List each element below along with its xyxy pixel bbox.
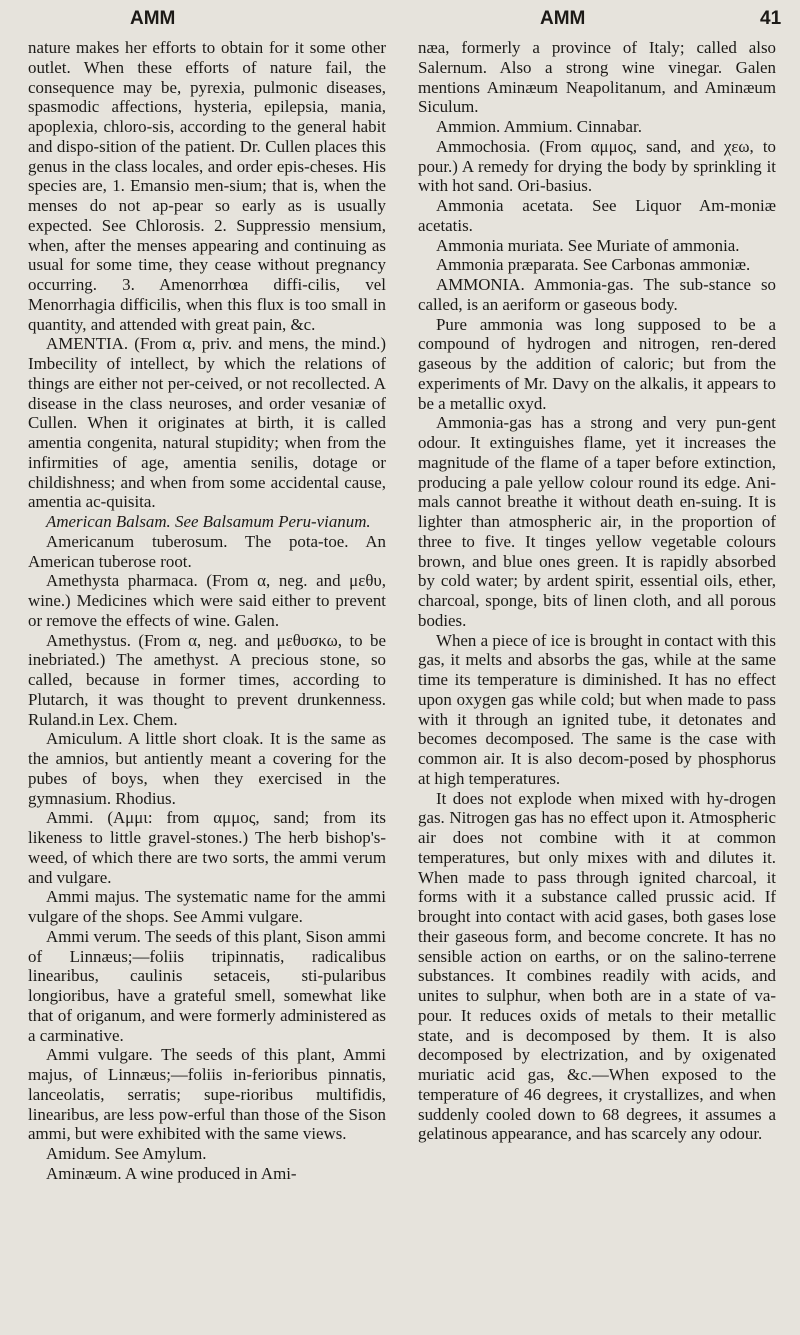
entry-paragraph: Pure ammonia was long supposed to be a compound of hydrogen and nitrogen, ren-dered gaseous by the addition of caloric; but from the experiments of Mr. Davy on the alkalis, it appears to be a metallic oxyd. xyxy=(418,314,776,413)
header-left-term: AMM xyxy=(130,8,176,29)
entry-ammi-verum: Ammi verum. The seeds of this plant, Sison ammi of Linnæus;—foliis tripinnatis, radicalibus linearibus, caulinis setaceis, sti-pularibus longioribus, have a grateful smell, somewhat like that of origanum, and were formerly administered as a carminative. xyxy=(28,926,386,1045)
entry-american-balsam: American Balsam. See Balsamum Peru-vianum. xyxy=(46,512,371,531)
page-number: 41 xyxy=(760,8,782,29)
header-center-term: AMM xyxy=(540,8,586,29)
entry-ammochosia: Ammochosia. (From αμμος, sand, and χεω, to pour.) A remedy for drying the body by sprinkling it with hot sand. Ori-basius. xyxy=(418,136,776,196)
entry-amethysta-pharmaca: Amethysta pharmaca. (From α, neg. and μεθυ, wine.) Medicines which were said either to prevent or remove the effects of wine. Galen. xyxy=(28,571,386,630)
entry-ammi-vulgare: Ammi vulgare. The seeds of this plant, Ammi majus, of Linnæus;—foliis in-ferioribus pinnatis, lanceolatis, serratis; supe-rioribus multifidis, linearibus, are less pow-erful than those of the Sison ammi, but were exhibited with the same views. xyxy=(28,1045,386,1144)
entry-ammonia: AMMONIA. Ammonia-gas. The sub-stance so called, is an aeriform or gaseous body. xyxy=(418,275,776,314)
entry-ammi: Ammi. (Αμμι: from αμμος, sand; from its likeness to little gravel-stones.) The herb bishop's-weed, of which there are two sorts, the ammi verum and vulgare. xyxy=(28,808,386,887)
entry-amethystus: Amethystus. (From α, neg. and μεθυσκω, to be inebriated.) The amethyst. A precious stone, so called, because in former times, according to Plutarch, it was thought to prevent drunkenness. Ruland.in Lex. Chem. xyxy=(28,630,386,729)
entry-ammion: Ammion. Ammium. Cinnabar. xyxy=(436,117,642,136)
entry-amidum: Amidum. See Amylum. xyxy=(46,1144,207,1163)
entry-paragraph: nature makes her efforts to obtain for it some other outlet. When these efforts of nature fail, the consequence may be, pyrexia, pulmonic diseases, spasmodic affections, hysteria, epilepsia, mania, apoplexia, chloro-sis, according to the general habit and dispo-sition of the patient. Dr. Cullen places this genus in the class locales, and order epis-cheses. His species are, 1. Emansio men-sium; that is, when the menses do not ap-pear so early as is usually expected. See Chlorosis. 2. Suppressio mensium, when, after the menses appearing and continuing as usual for some time, they cease without pregnancy occurring. 3. Amenorrhœa diffi-cilis, vel Menorrhagia difficilis, when this flux is too small in quantity, and attended with great pain, &c. xyxy=(28,38,386,334)
entry-ammonia-praeparata: Ammonia præparata. See Carbonas ammoniæ. xyxy=(436,255,751,275)
entry-paragraph: It does not explode when mixed with hy-drogen gas. Nitrogen gas has no effect upon it. Atmospheric air does not combine with it at common temperatures, but only mixes with and dilutes it. When made to pass through ignited charcoal, it forms with it a substance called prussic acid. If brought into contact with acid gases, both gases lose their gaseous form, and become concrete. It has no sensible action on earths, or on the salino-terrene substances. It combines readily with acids, and unites to sulphur, when both are in a state of va-pour. It reduces oxids of metals to their metallic state, and is decomposed by them. It is also decomposed by electrization, and by oxigenated muriatic acid gas, &c.—When exposed to the temperature of 46 degrees, it crystallizes, and when suddenly cooled down to 68 degrees, it assumes a gelatinous appearance, and has scarcely any odour. xyxy=(418,788,776,1144)
entry-ammi-majus: Ammi majus. The systematic name for the ammi vulgare of the shops. See Ammi vulgare. xyxy=(28,887,386,926)
entry-paragraph: When a piece of ice is brought in contact with this gas, it melts and absorbs the gas, while at the same time its temperature is diminished. It has no effect upon oxygen gas while cold; but when made to pass with it through an ignited tube, it detonates and becomes decomposed. The same is the case with common air. It is also decom-posed by phosphorus at high temperatures. xyxy=(418,630,776,788)
left-column xyxy=(28,38,386,1184)
entry-paragraph: næa, formerly a province of Italy; called also Salernum. Also a strong wine vinegar. Galen mentions Aminæum Neapolitanum, and Aminæum Siculum. xyxy=(418,38,776,117)
page-header xyxy=(0,8,800,40)
entry-americanum-tuberosum: Americanum tuberosum. The pota-toe. An American tuberose root. xyxy=(28,531,386,571)
entry-amentia: AMENTIA. (From α, priv. and mens, the mind.) Imbecility of intellect, by which the relations of things are either not per-ceived, or not recollected. A disease in the class neuroses, and order vesaniæ of Cullen. When it originates at birth, it is called amentia congenita, natural stupidity; when from the infirmities of age, amentia senilis, dotage or childishness; and when from some accidental cause, amentia ac-quisita. xyxy=(28,334,386,512)
entry-amiculum: Amiculum. A little short cloak. It is the same as the amnios, but antiently meant a covering for the pubes of boys, when they exercised in the gymnasium. Rhodius. xyxy=(28,729,386,808)
entry-ammonia-acetata: Ammonia acetata. See Liquor Am-moniæ acetatis. xyxy=(418,196,776,235)
entry-aminaeum: Aminæum. A wine produced in Ami- xyxy=(46,1163,297,1183)
entry-paragraph: Ammonia-gas has a strong and very pun-gent odour. It extinguishes flame, yet it increases the magnitude of the flame of a taper before extinction, producing a pale yellow colour round its edge. Ani-mals cannot breathe it without death en-suing. It is lighter than atmospheric air, in the proportion of three to five. It tinges yellow vegetable colours brown, and blue ones green. It is rapidly absorbed by cold water; by ardent spirit, essential oils, ether, charcoal, sponge, bits of linen cloth, and all porous bodies. xyxy=(418,413,776,630)
right-column xyxy=(418,38,776,1144)
entry-ammonia-muriata: Ammonia muriata. See Muriate of ammonia. xyxy=(436,235,740,255)
